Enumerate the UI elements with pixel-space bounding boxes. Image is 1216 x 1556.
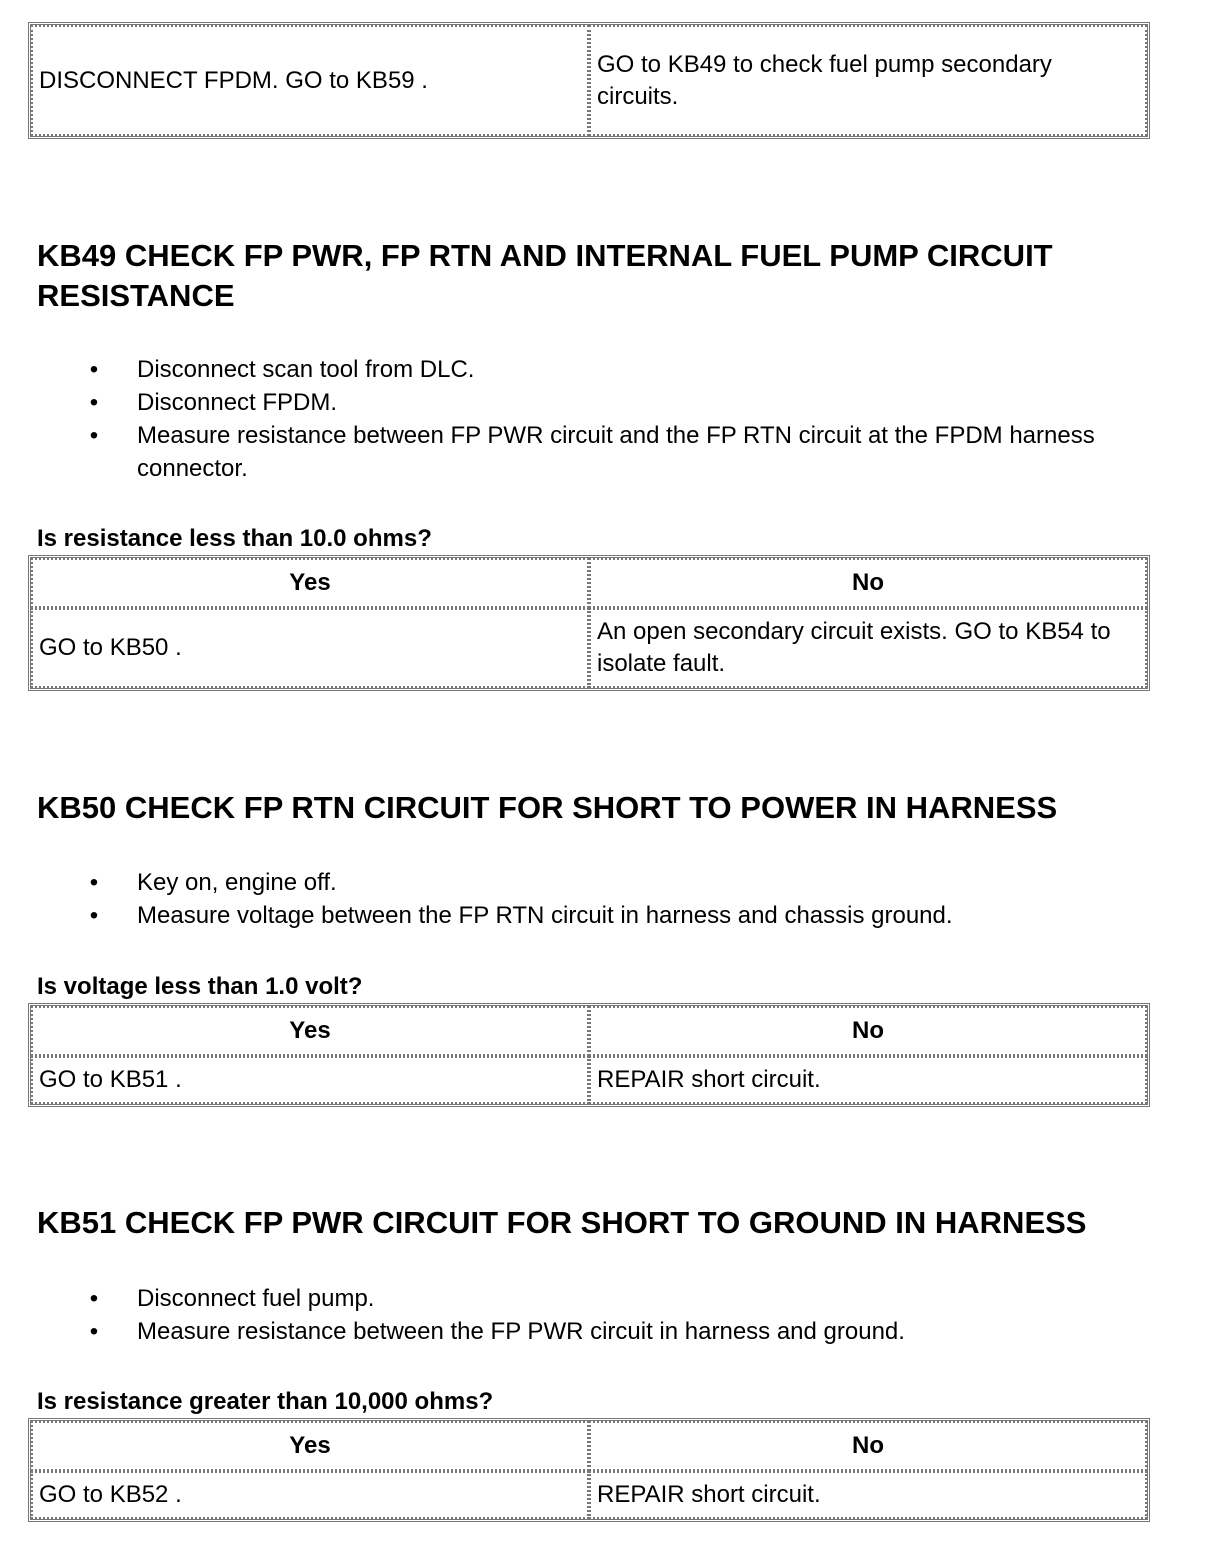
list-item: • Disconnect scan tool from DLC. — [0, 353, 1180, 386]
table-header-row — [31, 1421, 1147, 1471]
yes-cell: GO to KB51 . — [31, 1056, 589, 1104]
bullet-icon: • — [89, 389, 99, 416]
table-header-row — [31, 1006, 1147, 1056]
list-item: • Disconnect FPDM. — [0, 386, 1180, 419]
table-row — [31, 25, 1147, 136]
yes-cell: GO to KB52 . — [31, 1471, 589, 1519]
table-row — [31, 1471, 1147, 1519]
no-header: No — [589, 558, 1147, 608]
bullet-icon: • — [89, 869, 99, 896]
bullet-icon: • — [89, 902, 99, 929]
kb49-title: KB49 CHECK FP PWR, FP RTN AND INTERNAL FUEL PUMP CIRCUIT RESISTANCE — [37, 238, 1053, 313]
no-cell: An open secondary circuit exists. GO to KB54 to isolate fault. — [589, 608, 1147, 688]
kb49-question: Is resistance less than 10.0 ohms? — [37, 525, 432, 552]
kb51-steps — [0, 1282, 1180, 1348]
bullet-icon: • — [89, 356, 99, 383]
bullet-icon: • — [89, 422, 99, 449]
top-result-table — [28, 22, 1150, 139]
yes-header: Yes — [31, 1421, 589, 1471]
list-item: • Key on, engine off. — [0, 866, 1180, 899]
yes-header: Yes — [31, 1006, 589, 1056]
no-cell: REPAIR short circuit. — [589, 1056, 1147, 1104]
list-item: • Measure resistance between the FP PWR circuit in harness and ground. — [0, 1315, 1180, 1348]
kb50-steps — [0, 866, 1180, 932]
kb51-question: Is resistance greater than 10,000 ohms? — [37, 1388, 494, 1415]
list-item: • Disconnect fuel pump. — [0, 1282, 1180, 1315]
kb50-result-table — [28, 1003, 1150, 1107]
yes-cell: DISCONNECT FPDM. GO to KB59 . — [31, 25, 589, 136]
kb49-result-table — [28, 555, 1150, 691]
table-header-row — [31, 558, 1147, 608]
kb50-question: Is voltage less than 1.0 volt? — [37, 973, 363, 1000]
no-header: No — [589, 1006, 1147, 1056]
no-header: No — [589, 1421, 1147, 1471]
list-item: • Measure resistance between FP PWR circuit and the FP RTN circuit at the FPDM harness connector. — [0, 419, 1180, 485]
kb51-title: KB51 CHECK FP PWR CIRCUIT FOR SHORT TO GROUND IN HARNESS — [37, 1205, 1087, 1240]
kb50-title: KB50 CHECK FP RTN CIRCUIT FOR SHORT TO POWER IN HARNESS — [37, 790, 1058, 825]
table-row — [31, 1056, 1147, 1104]
bullet-icon: • — [89, 1285, 99, 1312]
yes-header: Yes — [31, 558, 589, 608]
bullet-icon: • — [89, 1318, 99, 1345]
list-item: • Measure voltage between the FP RTN circuit in harness and chassis ground. — [0, 899, 1180, 932]
table-row — [31, 608, 1147, 688]
kb49-steps — [0, 353, 1180, 485]
no-cell: REPAIR short circuit. — [589, 1471, 1147, 1519]
kb51-result-table — [28, 1418, 1150, 1522]
yes-cell: GO to KB50 . — [31, 608, 589, 688]
no-cell: GO to KB49 to check fuel pump secondary circuits. — [589, 25, 1147, 136]
